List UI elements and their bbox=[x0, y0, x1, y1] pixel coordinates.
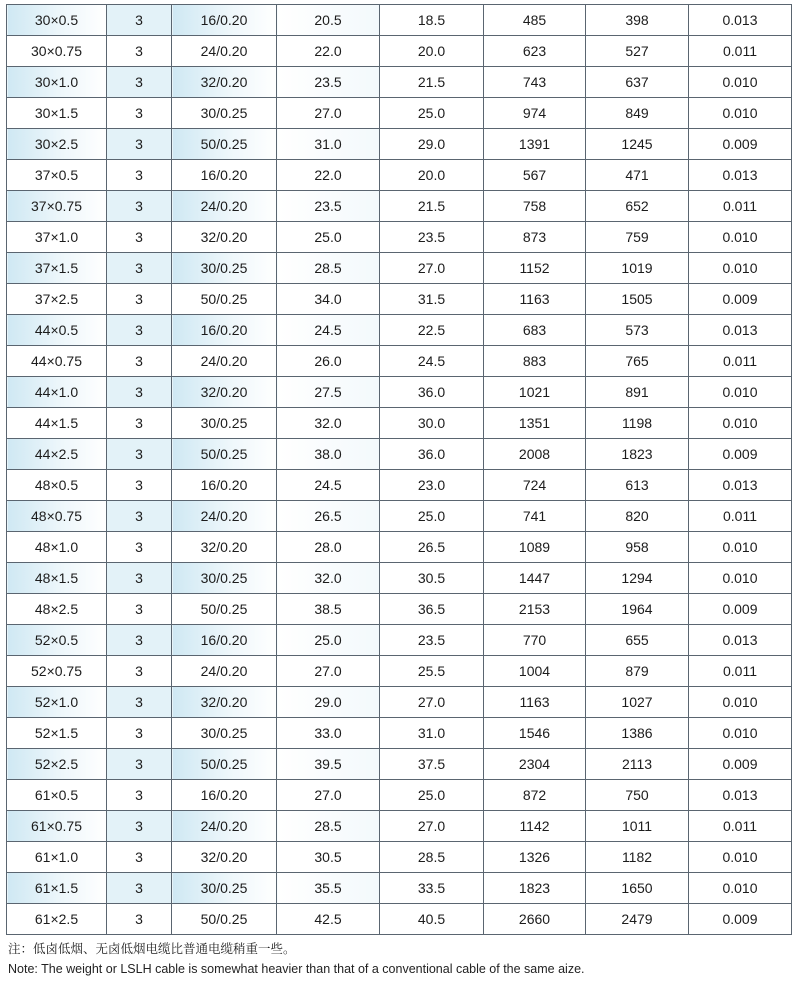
outer-diameter-max-cell: 23.5 bbox=[277, 191, 380, 222]
strand-cell: 32/0.20 bbox=[172, 67, 277, 98]
cable-spec-cell: 52×1.0 bbox=[7, 687, 107, 718]
cable-spec-cell: 61×2.5 bbox=[7, 904, 107, 935]
outer-diameter-max-cell: 38.5 bbox=[277, 594, 380, 625]
resistance-cell: 0.009 bbox=[689, 284, 792, 315]
weight-a-cell: 1823 bbox=[484, 873, 586, 904]
weight-a-cell: 683 bbox=[484, 315, 586, 346]
weight-a-cell: 1447 bbox=[484, 563, 586, 594]
core-count-cell: 3 bbox=[107, 191, 172, 222]
outer-diameter-max-cell: 28.5 bbox=[277, 253, 380, 284]
core-count-cell: 3 bbox=[107, 656, 172, 687]
resistance-cell: 0.010 bbox=[689, 67, 792, 98]
resistance-cell: 0.009 bbox=[689, 129, 792, 160]
table-row bbox=[7, 656, 792, 687]
strand-cell: 24/0.20 bbox=[172, 36, 277, 67]
strand-cell: 50/0.25 bbox=[172, 439, 277, 470]
outer-diameter-min-cell: 22.5 bbox=[380, 315, 484, 346]
weight-b-cell: 527 bbox=[586, 36, 689, 67]
core-count-cell: 3 bbox=[107, 687, 172, 718]
outer-diameter-max-cell: 32.0 bbox=[277, 408, 380, 439]
cable-spec-cell: 44×0.75 bbox=[7, 346, 107, 377]
core-count-cell: 3 bbox=[107, 346, 172, 377]
strand-cell: 24/0.20 bbox=[172, 811, 277, 842]
table-row bbox=[7, 470, 792, 501]
core-count-cell: 3 bbox=[107, 377, 172, 408]
cable-spec-cell: 37×0.75 bbox=[7, 191, 107, 222]
weight-b-cell: 1245 bbox=[586, 129, 689, 160]
resistance-cell: 0.013 bbox=[689, 625, 792, 656]
weight-a-cell: 1391 bbox=[484, 129, 586, 160]
strand-cell: 30/0.25 bbox=[172, 563, 277, 594]
cable-spec-cell: 61×0.5 bbox=[7, 780, 107, 811]
strand-cell: 30/0.25 bbox=[172, 98, 277, 129]
weight-a-cell: 1163 bbox=[484, 284, 586, 315]
weight-b-cell: 1386 bbox=[586, 718, 689, 749]
strand-cell: 32/0.20 bbox=[172, 222, 277, 253]
resistance-cell: 0.013 bbox=[689, 160, 792, 191]
table-row bbox=[7, 253, 792, 284]
core-count-cell: 3 bbox=[107, 842, 172, 873]
table-row bbox=[7, 36, 792, 67]
core-count-cell: 3 bbox=[107, 718, 172, 749]
core-count-cell: 3 bbox=[107, 501, 172, 532]
weight-a-cell: 1546 bbox=[484, 718, 586, 749]
weight-b-cell: 1294 bbox=[586, 563, 689, 594]
weight-b-cell: 471 bbox=[586, 160, 689, 191]
weight-b-cell: 398 bbox=[586, 5, 689, 36]
table-body bbox=[7, 5, 792, 935]
footnotes bbox=[8, 939, 800, 979]
weight-a-cell: 1021 bbox=[484, 377, 586, 408]
weight-b-cell: 891 bbox=[586, 377, 689, 408]
table-row bbox=[7, 222, 792, 253]
cable-spec-cell: 48×0.75 bbox=[7, 501, 107, 532]
table-row bbox=[7, 718, 792, 749]
core-count-cell: 3 bbox=[107, 5, 172, 36]
cable-spec-cell: 37×1.5 bbox=[7, 253, 107, 284]
weight-a-cell: 2304 bbox=[484, 749, 586, 780]
strand-cell: 24/0.20 bbox=[172, 191, 277, 222]
outer-diameter-min-cell: 25.0 bbox=[380, 98, 484, 129]
table-row bbox=[7, 377, 792, 408]
outer-diameter-min-cell: 21.5 bbox=[380, 191, 484, 222]
weight-b-cell: 1505 bbox=[586, 284, 689, 315]
cable-spec-cell: 48×0.5 bbox=[7, 470, 107, 501]
outer-diameter-min-cell: 23.5 bbox=[380, 625, 484, 656]
weight-b-cell: 573 bbox=[586, 315, 689, 346]
strand-cell: 16/0.20 bbox=[172, 780, 277, 811]
weight-a-cell: 724 bbox=[484, 470, 586, 501]
strand-cell: 24/0.20 bbox=[172, 656, 277, 687]
outer-diameter-min-cell: 37.5 bbox=[380, 749, 484, 780]
cable-spec-cell: 44×0.5 bbox=[7, 315, 107, 346]
weight-a-cell: 873 bbox=[484, 222, 586, 253]
resistance-cell: 0.013 bbox=[689, 780, 792, 811]
weight-b-cell: 1011 bbox=[586, 811, 689, 842]
resistance-cell: 0.010 bbox=[689, 532, 792, 563]
outer-diameter-max-cell: 28.5 bbox=[277, 811, 380, 842]
weight-b-cell: 2113 bbox=[586, 749, 689, 780]
table-row bbox=[7, 98, 792, 129]
outer-diameter-min-cell: 18.5 bbox=[380, 5, 484, 36]
cable-spec-cell: 52×1.5 bbox=[7, 718, 107, 749]
table-row bbox=[7, 625, 792, 656]
outer-diameter-min-cell: 24.5 bbox=[380, 346, 484, 377]
weight-a-cell: 1326 bbox=[484, 842, 586, 873]
weight-b-cell: 1964 bbox=[586, 594, 689, 625]
outer-diameter-max-cell: 32.0 bbox=[277, 563, 380, 594]
resistance-cell: 0.009 bbox=[689, 904, 792, 935]
core-count-cell: 3 bbox=[107, 284, 172, 315]
outer-diameter-min-cell: 36.0 bbox=[380, 377, 484, 408]
resistance-cell: 0.009 bbox=[689, 439, 792, 470]
outer-diameter-max-cell: 20.5 bbox=[277, 5, 380, 36]
outer-diameter-min-cell: 20.0 bbox=[380, 36, 484, 67]
resistance-cell: 0.010 bbox=[689, 873, 792, 904]
strand-cell: 16/0.20 bbox=[172, 625, 277, 656]
cable-spec-cell: 30×1.5 bbox=[7, 98, 107, 129]
outer-diameter-max-cell: 42.5 bbox=[277, 904, 380, 935]
weight-a-cell: 1089 bbox=[484, 532, 586, 563]
outer-diameter-max-cell: 26.5 bbox=[277, 501, 380, 532]
outer-diameter-max-cell: 23.5 bbox=[277, 67, 380, 98]
weight-b-cell: 652 bbox=[586, 191, 689, 222]
core-count-cell: 3 bbox=[107, 315, 172, 346]
resistance-cell: 0.010 bbox=[689, 222, 792, 253]
weight-a-cell: 743 bbox=[484, 67, 586, 98]
table-row bbox=[7, 749, 792, 780]
resistance-cell: 0.011 bbox=[689, 656, 792, 687]
table-row bbox=[7, 284, 792, 315]
core-count-cell: 3 bbox=[107, 408, 172, 439]
core-count-cell: 3 bbox=[107, 253, 172, 284]
spec-sheet-page bbox=[0, 4, 800, 996]
outer-diameter-max-cell: 33.0 bbox=[277, 718, 380, 749]
strand-cell: 30/0.25 bbox=[172, 408, 277, 439]
strand-cell: 30/0.25 bbox=[172, 718, 277, 749]
resistance-cell: 0.011 bbox=[689, 346, 792, 377]
table-row bbox=[7, 811, 792, 842]
core-count-cell: 3 bbox=[107, 594, 172, 625]
cable-spec-cell: 37×2.5 bbox=[7, 284, 107, 315]
outer-diameter-max-cell: 39.5 bbox=[277, 749, 380, 780]
note-english: Note: The weight or LSLH cable is somewhat heavier than that of a conventional cable of the same aize. bbox=[8, 962, 585, 976]
weight-a-cell: 758 bbox=[484, 191, 586, 222]
strand-cell: 50/0.25 bbox=[172, 284, 277, 315]
table-row bbox=[7, 780, 792, 811]
cable-spec-cell: 48×2.5 bbox=[7, 594, 107, 625]
weight-a-cell: 1351 bbox=[484, 408, 586, 439]
table-row bbox=[7, 315, 792, 346]
strand-cell: 32/0.20 bbox=[172, 687, 277, 718]
strand-cell: 16/0.20 bbox=[172, 5, 277, 36]
cable-spec-cell: 30×0.75 bbox=[7, 36, 107, 67]
resistance-cell: 0.010 bbox=[689, 98, 792, 129]
outer-diameter-max-cell: 22.0 bbox=[277, 36, 380, 67]
weight-a-cell: 1152 bbox=[484, 253, 586, 284]
outer-diameter-min-cell: 30.5 bbox=[380, 563, 484, 594]
weight-a-cell: 1004 bbox=[484, 656, 586, 687]
strand-cell: 16/0.20 bbox=[172, 160, 277, 191]
outer-diameter-min-cell: 25.5 bbox=[380, 656, 484, 687]
strand-cell: 16/0.20 bbox=[172, 470, 277, 501]
note-chinese: 注：低卤低烟、无卤低烟电缆比普通电缆稍重一些。 bbox=[8, 942, 296, 956]
core-count-cell: 3 bbox=[107, 67, 172, 98]
strand-cell: 32/0.20 bbox=[172, 532, 277, 563]
outer-diameter-min-cell: 36.5 bbox=[380, 594, 484, 625]
core-count-cell: 3 bbox=[107, 129, 172, 160]
weight-b-cell: 1027 bbox=[586, 687, 689, 718]
outer-diameter-min-cell: 27.0 bbox=[380, 687, 484, 718]
table-row bbox=[7, 594, 792, 625]
table-row bbox=[7, 439, 792, 470]
resistance-cell: 0.010 bbox=[689, 842, 792, 873]
cable-spec-cell: 30×1.0 bbox=[7, 67, 107, 98]
outer-diameter-min-cell: 29.0 bbox=[380, 129, 484, 160]
outer-diameter-max-cell: 38.0 bbox=[277, 439, 380, 470]
weight-b-cell: 1823 bbox=[586, 439, 689, 470]
strand-cell: 32/0.20 bbox=[172, 377, 277, 408]
core-count-cell: 3 bbox=[107, 780, 172, 811]
strand-cell: 32/0.20 bbox=[172, 842, 277, 873]
weight-b-cell: 849 bbox=[586, 98, 689, 129]
weight-a-cell: 567 bbox=[484, 160, 586, 191]
cable-spec-cell: 30×2.5 bbox=[7, 129, 107, 160]
outer-diameter-min-cell: 25.0 bbox=[380, 501, 484, 532]
resistance-cell: 0.013 bbox=[689, 470, 792, 501]
outer-diameter-min-cell: 40.5 bbox=[380, 904, 484, 935]
resistance-cell: 0.010 bbox=[689, 253, 792, 284]
cable-spec-cell: 44×1.0 bbox=[7, 377, 107, 408]
resistance-cell: 0.010 bbox=[689, 687, 792, 718]
weight-a-cell: 2660 bbox=[484, 904, 586, 935]
table-row bbox=[7, 563, 792, 594]
resistance-cell: 0.010 bbox=[689, 718, 792, 749]
outer-diameter-min-cell: 27.0 bbox=[380, 253, 484, 284]
weight-a-cell: 485 bbox=[484, 5, 586, 36]
cable-spec-cell: 37×1.0 bbox=[7, 222, 107, 253]
weight-b-cell: 2479 bbox=[586, 904, 689, 935]
core-count-cell: 3 bbox=[107, 439, 172, 470]
cable-spec-cell: 30×0.5 bbox=[7, 5, 107, 36]
table-row bbox=[7, 67, 792, 98]
outer-diameter-max-cell: 27.0 bbox=[277, 656, 380, 687]
outer-diameter-min-cell: 28.5 bbox=[380, 842, 484, 873]
table-row bbox=[7, 687, 792, 718]
cable-spec-cell: 37×0.5 bbox=[7, 160, 107, 191]
table-row bbox=[7, 842, 792, 873]
resistance-cell: 0.011 bbox=[689, 36, 792, 67]
strand-cell: 30/0.25 bbox=[172, 253, 277, 284]
strand-cell: 50/0.25 bbox=[172, 129, 277, 160]
resistance-cell: 0.011 bbox=[689, 811, 792, 842]
core-count-cell: 3 bbox=[107, 749, 172, 780]
outer-diameter-min-cell: 27.0 bbox=[380, 811, 484, 842]
core-count-cell: 3 bbox=[107, 36, 172, 67]
table-row bbox=[7, 904, 792, 935]
cable-spec-cell: 48×1.0 bbox=[7, 532, 107, 563]
weight-a-cell: 872 bbox=[484, 780, 586, 811]
outer-diameter-max-cell: 27.0 bbox=[277, 98, 380, 129]
core-count-cell: 3 bbox=[107, 470, 172, 501]
weight-b-cell: 879 bbox=[586, 656, 689, 687]
outer-diameter-max-cell: 28.0 bbox=[277, 532, 380, 563]
core-count-cell: 3 bbox=[107, 98, 172, 129]
weight-a-cell: 1163 bbox=[484, 687, 586, 718]
outer-diameter-max-cell: 34.0 bbox=[277, 284, 380, 315]
table-row bbox=[7, 346, 792, 377]
outer-diameter-min-cell: 23.0 bbox=[380, 470, 484, 501]
cable-spec-cell: 52×0.5 bbox=[7, 625, 107, 656]
outer-diameter-min-cell: 31.5 bbox=[380, 284, 484, 315]
resistance-cell: 0.011 bbox=[689, 501, 792, 532]
outer-diameter-max-cell: 27.5 bbox=[277, 377, 380, 408]
weight-a-cell: 974 bbox=[484, 98, 586, 129]
weight-b-cell: 1650 bbox=[586, 873, 689, 904]
weight-a-cell: 883 bbox=[484, 346, 586, 377]
resistance-cell: 0.010 bbox=[689, 408, 792, 439]
cable-spec-cell: 52×2.5 bbox=[7, 749, 107, 780]
strand-cell: 50/0.25 bbox=[172, 594, 277, 625]
outer-diameter-min-cell: 36.0 bbox=[380, 439, 484, 470]
table-row bbox=[7, 191, 792, 222]
resistance-cell: 0.010 bbox=[689, 563, 792, 594]
resistance-cell: 0.009 bbox=[689, 749, 792, 780]
resistance-cell: 0.013 bbox=[689, 5, 792, 36]
outer-diameter-max-cell: 22.0 bbox=[277, 160, 380, 191]
resistance-cell: 0.013 bbox=[689, 315, 792, 346]
strand-cell: 50/0.25 bbox=[172, 749, 277, 780]
resistance-cell: 0.011 bbox=[689, 191, 792, 222]
outer-diameter-min-cell: 20.0 bbox=[380, 160, 484, 191]
table-row bbox=[7, 408, 792, 439]
outer-diameter-min-cell: 25.0 bbox=[380, 780, 484, 811]
cable-spec-cell: 48×1.5 bbox=[7, 563, 107, 594]
core-count-cell: 3 bbox=[107, 625, 172, 656]
weight-a-cell: 741 bbox=[484, 501, 586, 532]
weight-b-cell: 613 bbox=[586, 470, 689, 501]
resistance-cell: 0.009 bbox=[689, 594, 792, 625]
weight-b-cell: 1182 bbox=[586, 842, 689, 873]
weight-b-cell: 750 bbox=[586, 780, 689, 811]
cable-spec-cell: 44×1.5 bbox=[7, 408, 107, 439]
table-row bbox=[7, 501, 792, 532]
outer-diameter-max-cell: 24.5 bbox=[277, 315, 380, 346]
outer-diameter-max-cell: 35.5 bbox=[277, 873, 380, 904]
weight-b-cell: 1198 bbox=[586, 408, 689, 439]
strand-cell: 50/0.25 bbox=[172, 904, 277, 935]
weight-a-cell: 623 bbox=[484, 36, 586, 67]
weight-b-cell: 1019 bbox=[586, 253, 689, 284]
outer-diameter-min-cell: 31.0 bbox=[380, 718, 484, 749]
table-row bbox=[7, 129, 792, 160]
outer-diameter-min-cell: 30.0 bbox=[380, 408, 484, 439]
core-count-cell: 3 bbox=[107, 160, 172, 191]
weight-a-cell: 770 bbox=[484, 625, 586, 656]
outer-diameter-min-cell: 33.5 bbox=[380, 873, 484, 904]
table-row bbox=[7, 160, 792, 191]
strand-cell: 24/0.20 bbox=[172, 346, 277, 377]
weight-a-cell: 1142 bbox=[484, 811, 586, 842]
outer-diameter-min-cell: 21.5 bbox=[380, 67, 484, 98]
weight-b-cell: 655 bbox=[586, 625, 689, 656]
outer-diameter-max-cell: 27.0 bbox=[277, 780, 380, 811]
core-count-cell: 3 bbox=[107, 811, 172, 842]
outer-diameter-max-cell: 26.0 bbox=[277, 346, 380, 377]
outer-diameter-max-cell: 24.5 bbox=[277, 470, 380, 501]
outer-diameter-max-cell: 25.0 bbox=[277, 222, 380, 253]
outer-diameter-max-cell: 31.0 bbox=[277, 129, 380, 160]
resistance-cell: 0.010 bbox=[689, 377, 792, 408]
weight-b-cell: 637 bbox=[586, 67, 689, 98]
strand-cell: 30/0.25 bbox=[172, 873, 277, 904]
weight-b-cell: 759 bbox=[586, 222, 689, 253]
weight-b-cell: 765 bbox=[586, 346, 689, 377]
table-row bbox=[7, 532, 792, 563]
weight-a-cell: 2008 bbox=[484, 439, 586, 470]
outer-diameter-max-cell: 29.0 bbox=[277, 687, 380, 718]
weight-b-cell: 958 bbox=[586, 532, 689, 563]
cable-spec-cell: 52×0.75 bbox=[7, 656, 107, 687]
cable-spec-cell: 61×1.0 bbox=[7, 842, 107, 873]
weight-a-cell: 2153 bbox=[484, 594, 586, 625]
weight-b-cell: 820 bbox=[586, 501, 689, 532]
outer-diameter-max-cell: 30.5 bbox=[277, 842, 380, 873]
core-count-cell: 3 bbox=[107, 222, 172, 253]
table-row bbox=[7, 5, 792, 36]
cable-spec-cell: 61×0.75 bbox=[7, 811, 107, 842]
core-count-cell: 3 bbox=[107, 532, 172, 563]
cable-spec-cell: 44×2.5 bbox=[7, 439, 107, 470]
outer-diameter-min-cell: 26.5 bbox=[380, 532, 484, 563]
cable-spec-cell: 61×1.5 bbox=[7, 873, 107, 904]
outer-diameter-max-cell: 25.0 bbox=[277, 625, 380, 656]
table-row bbox=[7, 873, 792, 904]
core-count-cell: 3 bbox=[107, 873, 172, 904]
core-count-cell: 3 bbox=[107, 563, 172, 594]
cable-spec-table bbox=[6, 4, 792, 935]
core-count-cell: 3 bbox=[107, 904, 172, 935]
strand-cell: 24/0.20 bbox=[172, 501, 277, 532]
outer-diameter-min-cell: 23.5 bbox=[380, 222, 484, 253]
strand-cell: 16/0.20 bbox=[172, 315, 277, 346]
